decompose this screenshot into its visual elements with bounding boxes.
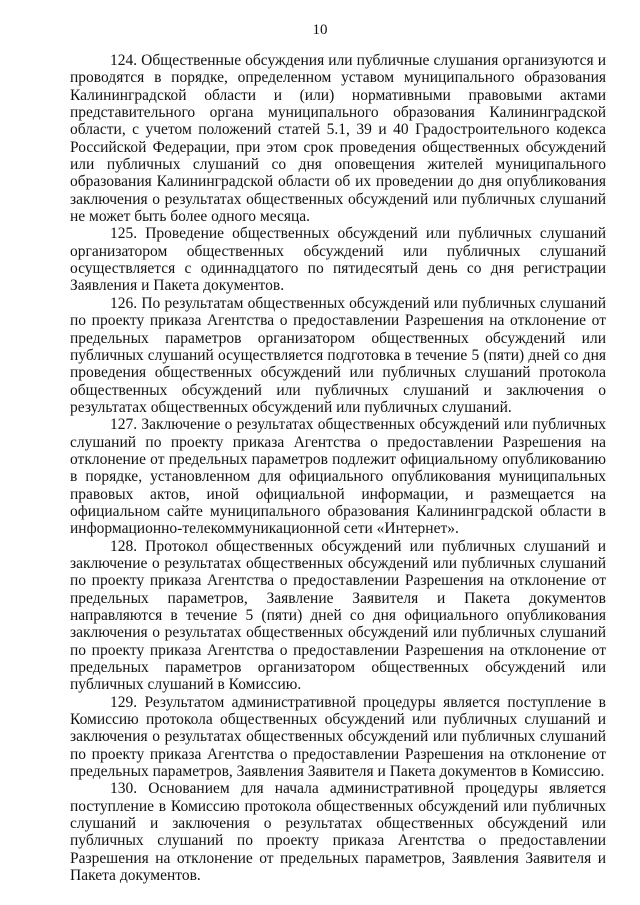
paragraph-127: 127. Заключение о результатах общественных обсуждений или публичных слушаний по проекту приказа Агентства о предоставлении Разрешения на отклонение от предельных параметров подлежит официальному опубликованию в порядке, установленном для официального опубликования муниципальных правовых актов, иной официальной информации, и размещается на официальном сайте муниципального образования Калининградской области в информационно-телекоммуникационной сети «Интернет». bbox=[70, 416, 606, 538]
paragraph-125: 125. Проведение общественных обсуждений или публичных слушаний организатором общественных обсуждений или публичных слушаний осуществляется с одиннадцатого по пятидесятый день со дня регистрации Заявления и Пакета документов. bbox=[70, 225, 606, 295]
document-body bbox=[70, 52, 606, 885]
paragraph-129: 129. Результатом административной процедуры является поступление в Комиссию протокола общественных обсуждений или публичных слушаний и заключения о результатах общественных обсуждений или публичных слушаний по проекту приказа Агентства о предоставлении Разрешения на отклонение от предельных параметров, Заявления Заявителя и Пакета документов в Комиссию. bbox=[70, 693, 606, 781]
page-number: 10 bbox=[312, 22, 328, 38]
paragraph-130: 130. Основанием для начала административной процедуры является поступление в Комиссию протокола общественных обсуждений или публичных слушаний и заключения о результатах общественных обсуждений или публичных слушаний по проекту приказа Агентства о предоставлении Разрешения на отклонение от предельных параметров, Заявления Заявителя и Пакета документов. bbox=[70, 780, 606, 885]
paragraph-128: 128. Протокол общественных обсуждений или публичных слушаний и заключение о результатах общественных обсуждений или публичных слушаний по проекту приказа Агентства о предоставлении Разрешения на отклонение от предельных параметров, Заявление Заявителя и Пакета документов направляются в течение 5 (пяти) дней со дня официального опубликования заключения о результатах общественных обсуждений или публичных слушаний по проекту приказа Агентства о предоставлении Разрешения на отклонение от предельных параметров организатором общественных обсуждений или публичных слушаний в Комиссию. bbox=[70, 537, 606, 694]
paragraph-126: 126. По результатам общественных обсуждений или публичных слушаний по проекту приказа Агентства о предоставлении Разрешения на отклонение от предельных параметров организатором общественных обсуждений или публичных слушаний осуществляется подготовка в течение 5 (пяти) дней со дня проведения общественных обсуждений или публичных слушаний протокола общественных обсуждений или публичных слушаний и заключения о результатах общественных обсуждений или публичных слушаний. bbox=[70, 294, 606, 416]
paragraph-124: 124. Общественные обсуждения или публичные слушания организуются и проводятся в порядке, определенном уставом муниципального образования Калининградской области и (или) нормативными правовыми актами представительного органа муниципального образования Калининградской области, с учетом положений статей 5.1, 39 и 40 Градостроительного кодекса Российской Федерации, при этом срок проведения общественных обсуждений или публичных слушаний со дня оповещения жителей муниципального образования Калининградской области об их проведении до дня опубликования заключения о результатах общественных обсуждений или публичных слушаний не может быть более одного месяца. bbox=[70, 52, 606, 226]
